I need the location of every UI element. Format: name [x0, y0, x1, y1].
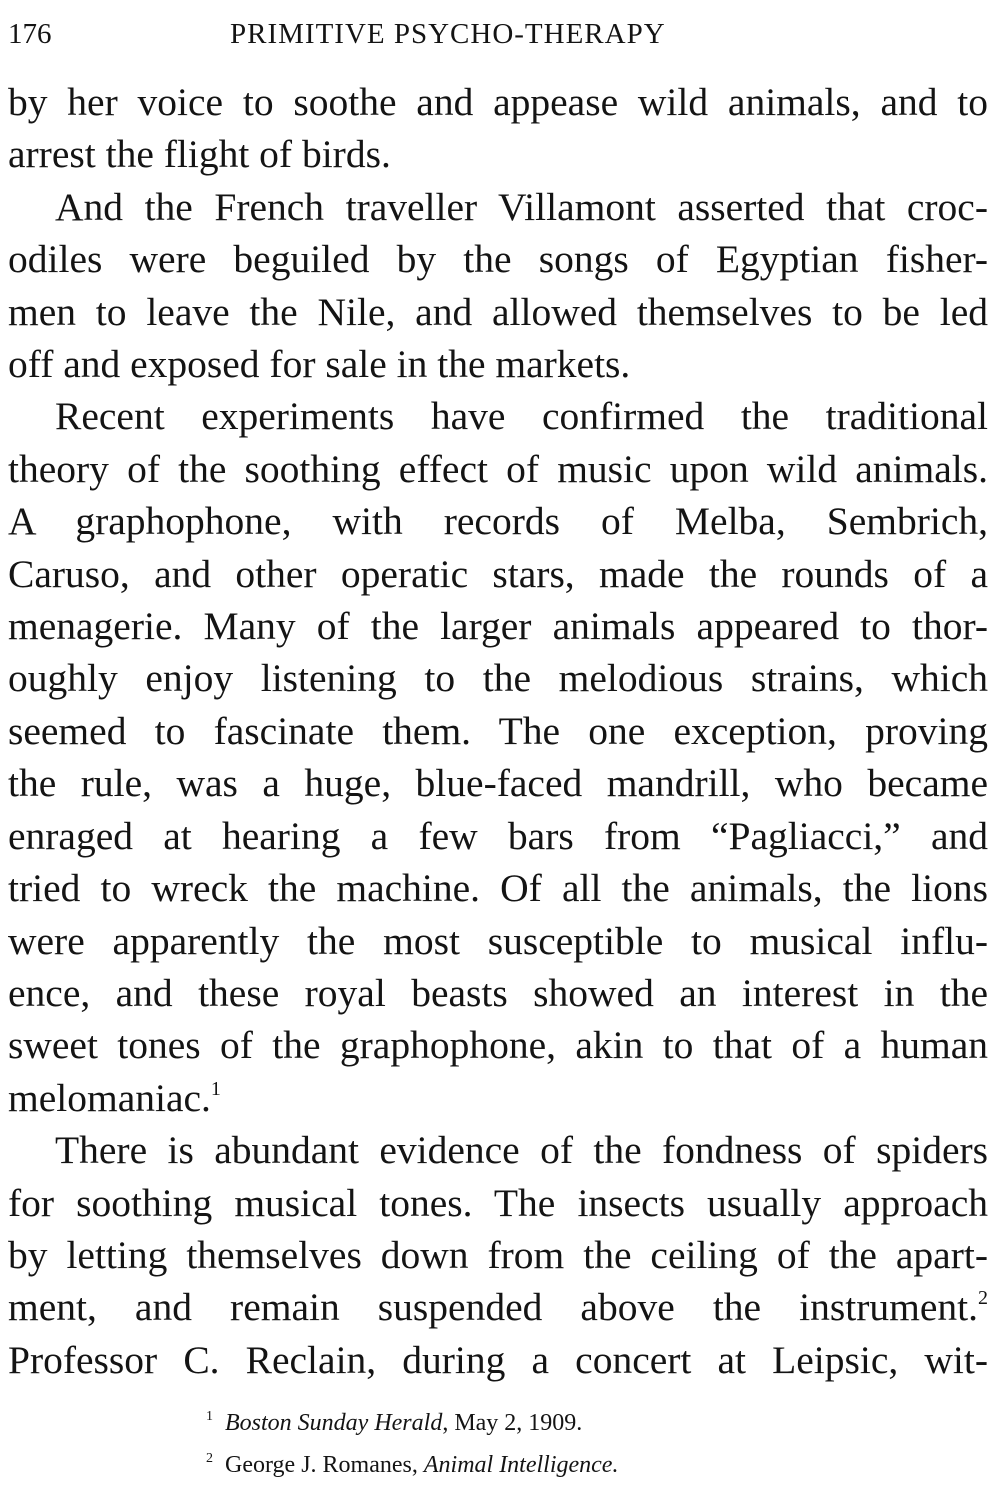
text-line-with-footnote-ref	[8, 1281, 988, 1333]
footnote-ref-2[interactable]: 2	[978, 1287, 988, 1310]
footnote-marker: 2	[206, 1451, 213, 1466]
text-line: off and exposed for sale in the markets.	[8, 342, 631, 387]
footnote-author: George J. Romanes,	[225, 1452, 424, 1478]
text-line: arrest the flight of birds.	[8, 132, 391, 177]
text-line: theory of the soothing effect of music upon wild animals.	[8, 446, 988, 491]
footnote-1	[206, 1402, 906, 1444]
footnote-ref-1[interactable]: 1	[210, 1077, 221, 1100]
text-line: Caruso, and other operatic stars, made the rounds of a	[8, 551, 988, 596]
body-text	[8, 76, 988, 1386]
footnote-source: Animal Intelligence.	[423, 1452, 619, 1478]
text-line: were apparently the most susceptible to musical influ-	[8, 918, 988, 963]
footnotes	[206, 1402, 906, 1486]
text-line: And the French traveller Villamont asserted that croc-	[55, 184, 988, 229]
book-page	[8, 0, 988, 1507]
text-line: ment, and remain suspended above the instrument.	[8, 1285, 978, 1330]
text-line: A graphophone, with records of Melba, Sembrich,	[8, 499, 988, 544]
text-line: ence, and these royal beasts showed an interest in the	[8, 970, 988, 1015]
text-line: the rule, was a huge, blue-faced mandrill, who became	[8, 761, 988, 806]
text-line: Professor C. Reclain, during a concert at Leipsic, wit-	[8, 1337, 988, 1382]
page-number: 176	[8, 18, 52, 50]
text-line: by her voice to soothe and appease wild animals, and to	[8, 80, 988, 124]
text-line: menagerie. Many of the larger animals appeared to thor-	[8, 604, 988, 649]
text-line: seemed to fascinate them. The one exception, proving	[8, 708, 988, 753]
text-line: sweet tones of the graphophone, akin to that of a human	[8, 1023, 988, 1068]
paragraph	[8, 1124, 988, 1386]
footnote-text: , May 2, 1909.	[442, 1410, 583, 1436]
text-line: melomaniac.	[8, 1075, 211, 1120]
text-line: There is abundant evidence of the fondness of spiders	[55, 1128, 988, 1173]
text-line: odiles were beguiled by the songs of Egyptian fisher-	[8, 237, 988, 282]
footnote-marker: 1	[206, 1409, 213, 1424]
text-line: tried to wreck the machine. Of all the animals, the lions	[8, 866, 988, 911]
paragraph	[8, 181, 988, 391]
running-head	[8, 14, 988, 54]
text-line: enraged at hearing a few bars from “Pagliacci,” and	[8, 813, 988, 858]
text-line: oughly enjoy listening to the melodious strains, which	[8, 656, 988, 701]
paragraph	[8, 76, 988, 181]
paragraph	[8, 390, 988, 1124]
running-title: PRIMITIVE PSYCHO-THERAPY	[230, 18, 666, 50]
text-line: by letting themselves down from the ceiling of the apart-	[8, 1232, 988, 1277]
text-line-with-footnote-ref	[8, 1072, 988, 1124]
text-line: men to leave the Nile, and allowed themselves to be led	[8, 289, 988, 334]
footnote-source: Boston Sunday Herald	[225, 1410, 443, 1436]
footnote-2	[206, 1444, 906, 1486]
text-line: for soothing musical tones. The insects usually approach	[8, 1180, 988, 1225]
text-line: Recent experiments have confirmed the traditional	[55, 394, 988, 439]
